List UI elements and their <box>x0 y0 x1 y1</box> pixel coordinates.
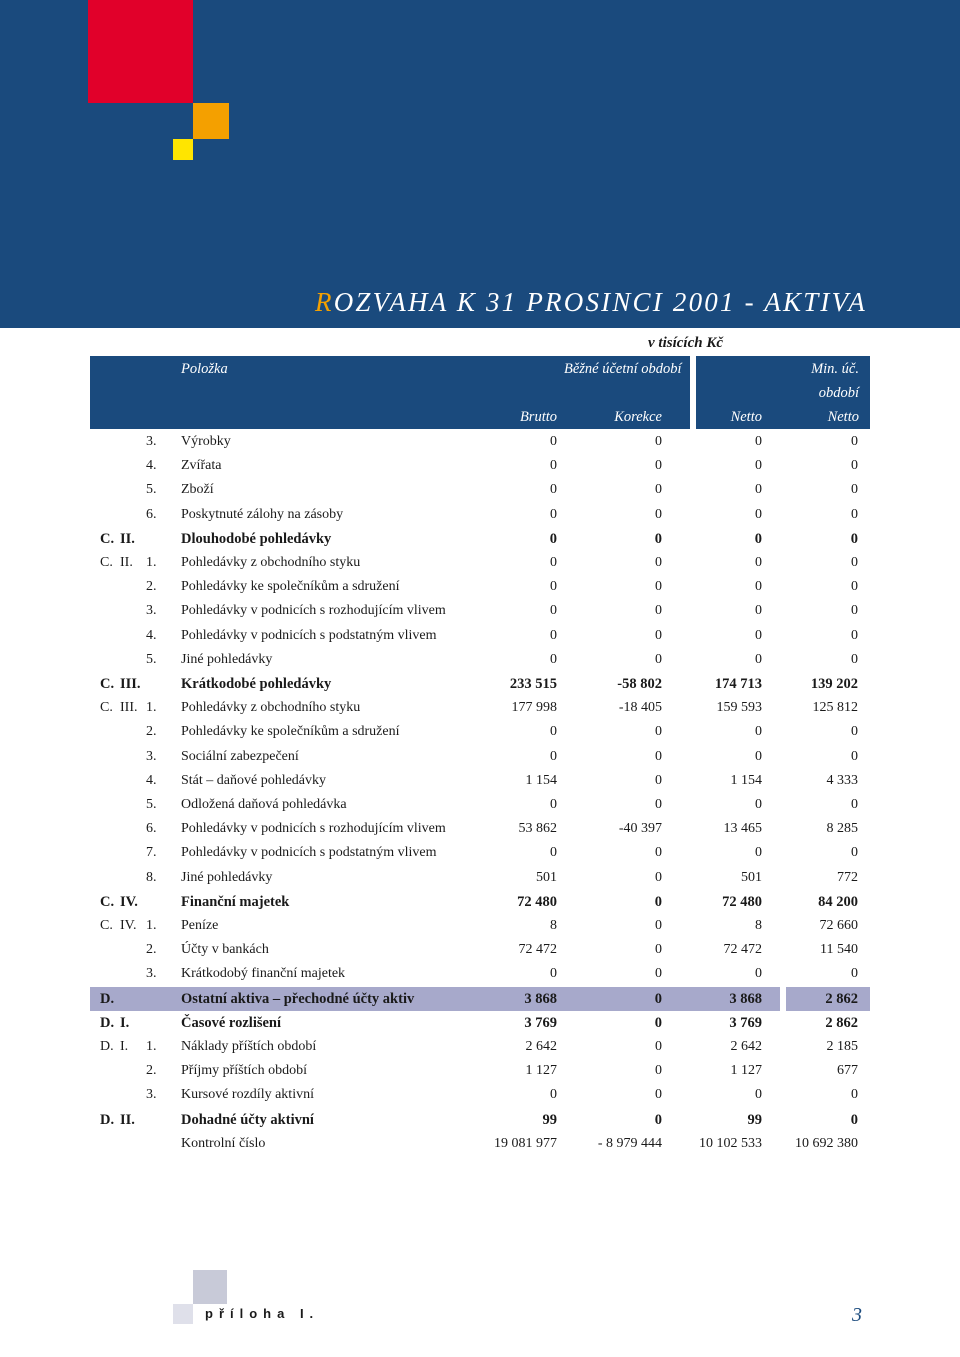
cell-c3: 3. <box>146 434 157 449</box>
cell-v4: 0 <box>851 555 858 570</box>
table-row <box>90 938 870 962</box>
header-current-period: Běžné účetní období <box>564 361 682 377</box>
footer-label: příloha I. <box>205 1306 320 1321</box>
cell-v3: 3 868 <box>729 990 762 1007</box>
cell-v1: 3 868 <box>524 990 557 1007</box>
cell-v3: 0 <box>755 651 762 667</box>
cell-v4: 0 <box>851 748 858 764</box>
row-label: Zvířata <box>181 458 222 474</box>
header-column-gap <box>690 356 696 429</box>
cell-v4: 72 660 <box>819 918 858 933</box>
cell-v4: 11 540 <box>820 942 858 958</box>
table-row <box>90 1035 870 1059</box>
table-row <box>90 696 870 720</box>
cell-v2: 0 <box>655 942 662 958</box>
cell-v3: 72 480 <box>722 893 762 910</box>
cell-c2: I. <box>120 1039 129 1054</box>
row-label: Příjmy příštích období <box>181 1063 307 1079</box>
cell-c2: II. <box>120 555 133 570</box>
cell-v2: 0 <box>655 918 662 933</box>
cell-c3: 6. <box>146 506 157 522</box>
table-row <box>90 987 870 1011</box>
header-netto-prev: Netto <box>827 409 859 425</box>
cell-v1: 53 862 <box>518 821 557 837</box>
cell-v4: 0 <box>851 627 858 643</box>
cell-v4: 0 <box>850 1111 858 1128</box>
cell-v3: 0 <box>755 627 762 643</box>
cell-v3: 0 <box>755 458 762 474</box>
row-label: Účty v bankách <box>181 942 269 958</box>
cell-v1: 0 <box>550 1087 557 1103</box>
row-label: Pohledávky z obchodního styku <box>181 700 361 716</box>
table-row <box>90 769 870 793</box>
row-label: Finanční majetek <box>181 893 290 910</box>
cell-c2: IV. <box>120 918 137 933</box>
cell-v4: 125 812 <box>812 700 858 716</box>
cell-v1: 0 <box>550 748 557 764</box>
cell-v3: 1 127 <box>730 1063 762 1079</box>
cell-v4: 0 <box>850 530 858 547</box>
cell-v4: 2 862 <box>825 990 858 1007</box>
cell-v4: 2 862 <box>825 1014 858 1031</box>
cell-c2: III. <box>120 700 138 716</box>
cell-c2: IV. <box>120 893 138 910</box>
cell-v3: 0 <box>755 482 762 498</box>
table-row <box>90 1132 870 1156</box>
table-header <box>90 356 870 429</box>
table-row <box>90 745 870 769</box>
cell-v1: 0 <box>550 651 557 667</box>
row-label: Zboží <box>181 482 214 498</box>
cell-v3: 0 <box>755 724 762 740</box>
cell-v3: 8 <box>755 918 762 933</box>
cell-c3: 1. <box>146 918 157 933</box>
cell-v4: 0 <box>851 797 858 812</box>
cell-c3: 2. <box>146 579 157 595</box>
row-label: Pohledávky v podnicích s rozhodujícím vlivem <box>181 603 446 619</box>
table-row <box>90 720 870 744</box>
cell-v2: - 8 979 444 <box>597 1135 662 1151</box>
cell-v4: 2 185 <box>826 1039 858 1054</box>
cell-c3: 5. <box>146 651 157 667</box>
cell-v2: 0 <box>655 1063 662 1079</box>
cell-v2: 0 <box>655 579 662 595</box>
cell-v1: 19 081 977 <box>494 1135 557 1151</box>
red-square-decoration <box>88 0 193 103</box>
cell-v1: 99 <box>542 1111 557 1128</box>
title-first-letter: R <box>315 287 334 317</box>
cell-v2: 0 <box>654 530 662 547</box>
cell-v3: 0 <box>755 506 762 522</box>
cell-v1: 0 <box>550 506 557 522</box>
orange-square-decoration <box>193 103 229 139</box>
cell-c1: D. <box>100 990 115 1007</box>
row-label: Pohledávky v podnicích s rozhodujícím vlivem <box>181 821 446 837</box>
header-prev-period-line1: Min. úč. <box>811 361 859 377</box>
cell-v1: 0 <box>550 603 557 619</box>
cell-v1: 1 154 <box>525 772 557 788</box>
cell-c3: 1. <box>146 555 157 570</box>
cell-v1: 0 <box>550 627 557 643</box>
header-netto: Netto <box>730 409 762 425</box>
cell-v1: 72 480 <box>517 893 557 910</box>
cell-v4: 0 <box>851 966 858 982</box>
table-row <box>90 672 870 696</box>
row-label: Jiné pohledávky <box>181 869 273 885</box>
cell-v3: 72 472 <box>723 942 762 958</box>
cell-c1: C. <box>100 893 115 910</box>
table-row <box>90 430 870 454</box>
cell-v2: 0 <box>654 990 662 1007</box>
cell-c3: 4. <box>146 627 157 643</box>
cell-v4: 0 <box>851 724 858 740</box>
row-label: Odložená daňová pohledávka <box>181 797 347 812</box>
cell-v2: 0 <box>655 869 662 885</box>
cell-v1: 0 <box>550 555 557 570</box>
cell-v4: 0 <box>851 482 858 498</box>
table-row <box>90 648 870 672</box>
cell-c3: 5. <box>146 482 157 498</box>
table-row <box>90 503 870 527</box>
cell-v3: 0 <box>755 966 762 982</box>
cell-v4: 0 <box>851 603 858 619</box>
cell-v3: 174 713 <box>714 676 762 692</box>
cell-v3: 0 <box>755 603 762 619</box>
table-row <box>90 478 870 502</box>
cell-v2: 0 <box>655 603 662 619</box>
cell-c3: 4. <box>146 458 157 474</box>
cell-v2: 0 <box>655 434 662 449</box>
row-label: Dohadné účty aktivní <box>181 1111 314 1128</box>
cell-v1: 501 <box>536 869 557 885</box>
cell-v3: 99 <box>747 1111 762 1128</box>
cell-v1: 2 642 <box>525 1039 557 1054</box>
cell-c3: 6. <box>146 821 157 837</box>
cell-v1: 177 998 <box>511 700 557 716</box>
cell-v2: 0 <box>655 797 662 812</box>
cell-c3: 2. <box>146 724 157 740</box>
cell-c3: 4. <box>146 772 157 788</box>
cell-v3: 0 <box>755 1087 762 1103</box>
cell-v2: 0 <box>655 458 662 474</box>
table-row <box>90 527 870 551</box>
cell-v2: 0 <box>655 845 662 861</box>
cell-c1: D. <box>100 1111 115 1128</box>
cell-v1: 0 <box>550 434 557 449</box>
table-row <box>90 1011 870 1035</box>
table-row <box>90 1083 870 1107</box>
row-label: Pohledávky ke společníkům a sdružení <box>181 724 400 740</box>
cell-c1: C. <box>100 530 115 547</box>
row-label: Krátkodobý finanční majetek <box>181 966 346 982</box>
cell-v4: 10 692 380 <box>795 1135 858 1151</box>
cell-v2: 0 <box>655 1087 662 1103</box>
cell-v3: 0 <box>755 579 762 595</box>
cell-v1: 0 <box>550 724 557 740</box>
row-label: Krátkodobé pohledávky <box>181 676 332 692</box>
cell-c3: 8. <box>146 869 157 885</box>
cell-v4: 4 333 <box>826 772 858 788</box>
header-prev-period-line2: období <box>818 385 859 401</box>
cell-c1: C. <box>100 676 115 692</box>
cell-v4: 0 <box>851 845 858 861</box>
cell-c2: II. <box>120 530 135 547</box>
row-label: Kontrolní číslo <box>181 1135 266 1151</box>
row-label: Pohledávky v podnicích s podstatným vlivem <box>181 845 437 861</box>
cell-c3: 1. <box>146 700 157 716</box>
header-brutto: Brutto <box>519 409 557 425</box>
cell-v4: 677 <box>837 1063 858 1079</box>
cell-v2: 0 <box>654 1014 662 1031</box>
table-row <box>90 599 870 623</box>
footer-square-decoration <box>193 1270 227 1304</box>
cell-v1: 0 <box>550 966 557 982</box>
cell-v3: 1 154 <box>730 772 762 788</box>
table-row <box>90 866 870 890</box>
row-label: Poskytnuté zálohy na zásoby <box>181 506 344 522</box>
cell-c3: 1. <box>146 1039 157 1054</box>
row-label: Pohledávky z obchodního styku <box>181 555 361 570</box>
page-title <box>315 287 867 318</box>
cell-v1: 0 <box>550 579 557 595</box>
cell-v3: 0 <box>755 434 762 449</box>
table-row <box>90 624 870 648</box>
cell-v3: 0 <box>755 845 762 861</box>
table-row <box>90 454 870 478</box>
cell-v3: 0 <box>755 748 762 764</box>
table-row <box>90 841 870 865</box>
cell-c2: I. <box>120 1014 130 1031</box>
table-row <box>90 1108 870 1132</box>
cell-v4: 139 202 <box>810 676 858 692</box>
cell-v1: 0 <box>549 530 557 547</box>
yellow-square-decoration <box>173 139 193 160</box>
cell-v2: -18 405 <box>618 700 662 716</box>
cell-v3: 0 <box>754 530 762 547</box>
cell-v1: 1 127 <box>525 1063 557 1079</box>
row-label: Jiné pohledávky <box>181 651 273 667</box>
table-row <box>90 551 870 575</box>
cell-v3: 159 593 <box>716 700 762 716</box>
cell-v2: 0 <box>655 506 662 522</box>
table-row <box>90 914 870 938</box>
cell-v4: 772 <box>837 869 858 885</box>
cell-c1: D. <box>100 1014 115 1031</box>
cell-v1: 0 <box>550 797 557 812</box>
cell-v1: 0 <box>550 845 557 861</box>
table-row <box>90 890 870 914</box>
cell-v2: 0 <box>655 724 662 740</box>
table-row <box>90 575 870 599</box>
cell-v3: 0 <box>755 797 762 812</box>
cell-c3: 2. <box>146 942 157 958</box>
cell-v1: 72 472 <box>518 942 557 958</box>
cell-v2: 0 <box>655 966 662 982</box>
cell-c2: II. <box>120 1111 135 1128</box>
cell-v1: 0 <box>550 458 557 474</box>
cell-v4: 84 200 <box>818 893 858 910</box>
row-label: Ostatní aktiva – přechodné účty aktiv <box>181 990 415 1007</box>
cell-c3: 5. <box>146 797 157 812</box>
cell-v4: 0 <box>851 458 858 474</box>
cell-v4: 0 <box>851 506 858 522</box>
cell-v2: 0 <box>655 772 662 788</box>
cell-v2: -40 397 <box>618 821 662 837</box>
table-row <box>90 1059 870 1083</box>
page-number: 3 <box>852 1304 862 1326</box>
cell-v2: 0 <box>655 1039 662 1054</box>
cell-v2: 0 <box>655 748 662 764</box>
row-label: Peníze <box>181 918 219 933</box>
cell-v2: 0 <box>655 555 662 570</box>
cell-v4: 0 <box>851 1087 858 1103</box>
row-label: Kursové rozdíly aktivní <box>181 1087 314 1103</box>
footer-small-square-decoration <box>173 1304 193 1324</box>
cell-v3: 2 642 <box>730 1039 762 1054</box>
cell-v3: 501 <box>741 869 762 885</box>
row-label: Výrobky <box>181 434 231 449</box>
table-row <box>90 793 870 817</box>
cell-v4: 0 <box>851 651 858 667</box>
title-rest: OZVAHA K 31 PROSINCI 2001 - AKTIVA <box>333 287 867 317</box>
cell-v2: 0 <box>655 627 662 643</box>
table-row <box>90 817 870 841</box>
cell-v1: 0 <box>550 482 557 498</box>
cell-v2: 0 <box>655 482 662 498</box>
cell-c1: C. <box>100 555 113 570</box>
cell-c1: D. <box>100 1039 114 1054</box>
cell-v3: 3 769 <box>729 1014 762 1031</box>
cell-v2: 0 <box>655 651 662 667</box>
cell-v4: 0 <box>851 579 858 595</box>
cell-v2: 0 <box>654 893 662 910</box>
cell-v3: 13 465 <box>723 821 762 837</box>
cell-c3: 3. <box>146 1087 157 1103</box>
row-label: Sociální zabezpečení <box>181 748 299 764</box>
row-label: Dlouhodobé pohledávky <box>181 530 332 547</box>
cell-c3: 3. <box>146 748 157 764</box>
cell-v4: 0 <box>851 434 858 449</box>
table-row <box>90 962 870 986</box>
header-banner <box>0 0 960 328</box>
cell-v3: 0 <box>755 555 762 570</box>
cell-c2: III. <box>120 676 141 692</box>
row-label: Náklady příštích období <box>181 1039 317 1054</box>
cell-v1: 3 769 <box>524 1014 557 1031</box>
row-label: Stát – daňové pohledávky <box>181 772 327 788</box>
header-item: Položka <box>181 361 228 377</box>
cell-c3: 7. <box>146 845 157 861</box>
row-label: Časové rozlišení <box>181 1014 282 1031</box>
cell-v2: 0 <box>654 1111 662 1128</box>
cell-c3: 3. <box>146 603 157 619</box>
cell-c3: 3. <box>146 966 157 982</box>
cell-v2: -58 802 <box>617 676 662 692</box>
cell-v4: 8 285 <box>826 821 858 837</box>
cell-v1: 233 515 <box>509 676 557 692</box>
cell-v1: 8 <box>550 918 557 933</box>
cell-c1: C. <box>100 918 113 933</box>
header-korekce: Korekce <box>614 409 662 425</box>
cell-c1: C. <box>100 700 113 716</box>
row-label: Pohledávky v podnicích s podstatným vlivem <box>181 627 437 643</box>
cell-v3: 10 102 533 <box>699 1135 762 1151</box>
unit-note: v tisících Kč <box>648 335 723 351</box>
cell-c3: 2. <box>146 1063 157 1079</box>
row-label: Pohledávky ke společníkům a sdružení <box>181 579 400 595</box>
